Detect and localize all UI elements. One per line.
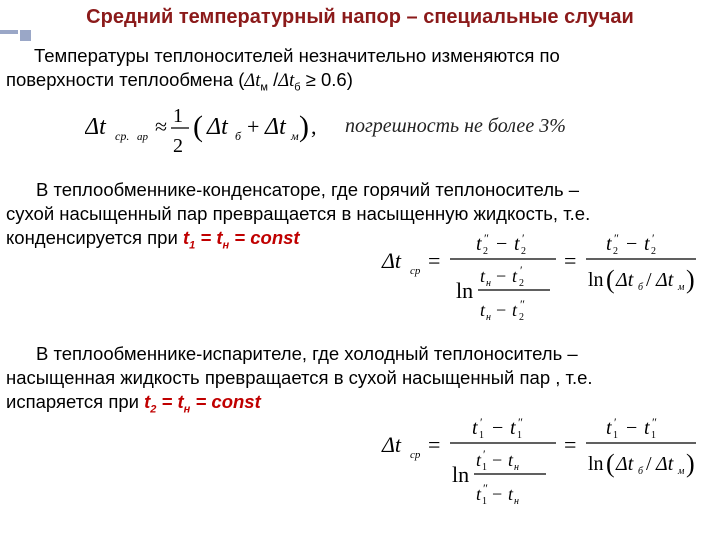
svg-text:Δt: Δt	[85, 114, 106, 140]
case2-text-line3	[6, 226, 300, 258]
svg-text:−: −	[626, 417, 638, 439]
svg-text:/: /	[646, 269, 652, 291]
svg-text:=: =	[428, 432, 441, 457]
svg-text:м: м	[678, 466, 685, 477]
case1-text-line1: Температуры теплоносителей незначительно изменяются по	[34, 45, 560, 66]
svg-text:Δt: Δt	[207, 114, 228, 140]
svg-text:t: t	[606, 233, 612, 255]
accent-bar	[0, 30, 18, 34]
svg-text:−: −	[492, 417, 504, 439]
svg-text:t: t	[512, 300, 518, 320]
svg-text:t: t	[644, 417, 650, 439]
svg-text:″: ″	[484, 232, 489, 245]
formula-condenser	[380, 232, 700, 328]
bullet-square-icon	[20, 30, 31, 41]
svg-text:Δt: Δt	[616, 453, 634, 475]
svg-text:″: ″	[614, 232, 619, 245]
svg-text:t: t	[508, 450, 514, 470]
case3-prefix: испаряется при	[6, 391, 145, 412]
svg-text:−: −	[492, 450, 503, 470]
svg-text:t: t	[644, 233, 650, 255]
svg-text:2: 2	[651, 246, 656, 257]
svg-text:t: t	[476, 450, 482, 470]
svg-text:): )	[686, 265, 695, 294]
svg-text:′: ′	[480, 415, 483, 429]
svg-text:ср: ср	[410, 265, 421, 277]
svg-text:погрешность не более 3%: погрешность не более 3%	[345, 115, 566, 137]
condensation-condition: $t_1 = t_н$ = const	[182, 227, 300, 252]
svg-text:): )	[299, 110, 309, 143]
svg-text:б: б	[638, 466, 644, 477]
svg-text:): )	[686, 449, 695, 478]
svg-text:Δt: Δt	[382, 248, 402, 273]
svg-text:ln: ln	[588, 453, 604, 475]
svg-text:t: t	[510, 417, 516, 439]
svg-text:−: −	[496, 233, 508, 255]
svg-text:″: ″	[483, 481, 488, 495]
svg-text:ар: ар	[137, 131, 148, 143]
svg-text:(: (	[606, 449, 615, 478]
svg-text:′: ′	[652, 232, 655, 245]
svg-text:t: t	[480, 300, 486, 320]
svg-text:=: =	[564, 248, 577, 273]
svg-text:″: ″	[518, 415, 523, 429]
svg-text:=: =	[564, 432, 577, 457]
svg-text:′: ′	[483, 447, 486, 461]
svg-text:+: +	[247, 114, 260, 139]
svg-text:Δt: Δt	[656, 269, 674, 291]
svg-text:Δt: Δt	[616, 269, 634, 291]
svg-text:/: /	[646, 453, 652, 475]
svg-text:1: 1	[517, 430, 522, 441]
svg-text:″: ″	[652, 415, 657, 429]
svg-text:t: t	[476, 484, 482, 504]
case3-text-line3	[6, 390, 261, 422]
svg-text:1: 1	[482, 496, 487, 507]
svg-text:2: 2	[613, 246, 618, 257]
svg-text:−: −	[492, 484, 503, 504]
svg-text:(: (	[606, 265, 615, 294]
svg-text:1: 1	[613, 430, 618, 441]
svg-text:ln: ln	[456, 278, 474, 303]
case2-text-line2: сухой насыщенный пар превращается в насыщенную жидкость, т.е.	[6, 203, 591, 224]
case2-text-line1: В теплообменнике-конденсаторе, где горячий теплоноситель –	[36, 179, 580, 200]
case1-text-line2: поверхности теплообмена ($\Delta t_м$ $/\Delta t_б \ge 0.6$)	[6, 69, 353, 94]
formula-arithmetic-mean	[85, 100, 645, 160]
svg-text:t: t	[606, 417, 612, 439]
svg-text:н: н	[486, 312, 491, 323]
svg-text:н: н	[486, 278, 491, 289]
svg-text:м: м	[678, 282, 685, 293]
svg-text:2: 2	[173, 135, 183, 157]
svg-text:t: t	[514, 233, 520, 255]
svg-text:1: 1	[173, 105, 183, 127]
svg-text:′: ′	[614, 415, 617, 429]
svg-text:б: б	[235, 129, 242, 143]
svg-text:t: t	[512, 266, 518, 286]
svg-text:2: 2	[483, 246, 488, 257]
svg-text:−: −	[496, 300, 507, 320]
svg-text:ср.: ср.	[115, 129, 130, 143]
svg-text:Δt: Δt	[382, 432, 402, 457]
svg-text:Δt: Δt	[265, 114, 286, 140]
svg-text:,: ,	[311, 114, 317, 139]
svg-text:н: н	[514, 462, 519, 473]
svg-text:2: 2	[519, 278, 524, 289]
svg-text:−: −	[496, 266, 507, 286]
svg-text:2: 2	[521, 246, 526, 257]
case3-text-line1: В теплообменнике-испарителе, где холодный теплоноситель –	[36, 343, 578, 364]
svg-text:1: 1	[482, 462, 487, 473]
svg-text:1: 1	[651, 430, 656, 441]
svg-text:≈: ≈	[155, 114, 168, 139]
case2-prefix: конденсируется при	[6, 227, 183, 248]
svg-text:′: ′	[522, 232, 525, 245]
svg-text:t: t	[480, 266, 486, 286]
svg-text:′: ′	[520, 263, 523, 277]
evaporation-condition: $t_2 = t_н$ = const	[144, 391, 261, 416]
svg-text:t: t	[476, 233, 482, 255]
svg-text:(: (	[193, 110, 203, 143]
svg-text:1: 1	[479, 430, 484, 441]
svg-text:ср: ср	[410, 449, 421, 461]
svg-text:2: 2	[519, 312, 524, 323]
page-title: Средний температурный напор – специальные случаи	[86, 6, 634, 28]
svg-text:t: t	[472, 417, 478, 439]
svg-text:ln: ln	[452, 462, 470, 487]
svg-text:−: −	[626, 233, 638, 255]
svg-text:Δt: Δt	[656, 453, 674, 475]
case3-text-line2: насыщенная жидкость превращается в сухой насыщенный пар , т.е.	[6, 367, 593, 388]
svg-text:t: t	[508, 484, 514, 504]
svg-text:=: =	[428, 248, 441, 273]
svg-text:н: н	[514, 496, 519, 507]
formula-evaporator	[380, 414, 700, 514]
svg-text:″: ″	[520, 297, 525, 311]
svg-text:б: б	[638, 282, 644, 293]
svg-text:м: м	[291, 129, 299, 143]
svg-text:ln: ln	[588, 269, 604, 291]
